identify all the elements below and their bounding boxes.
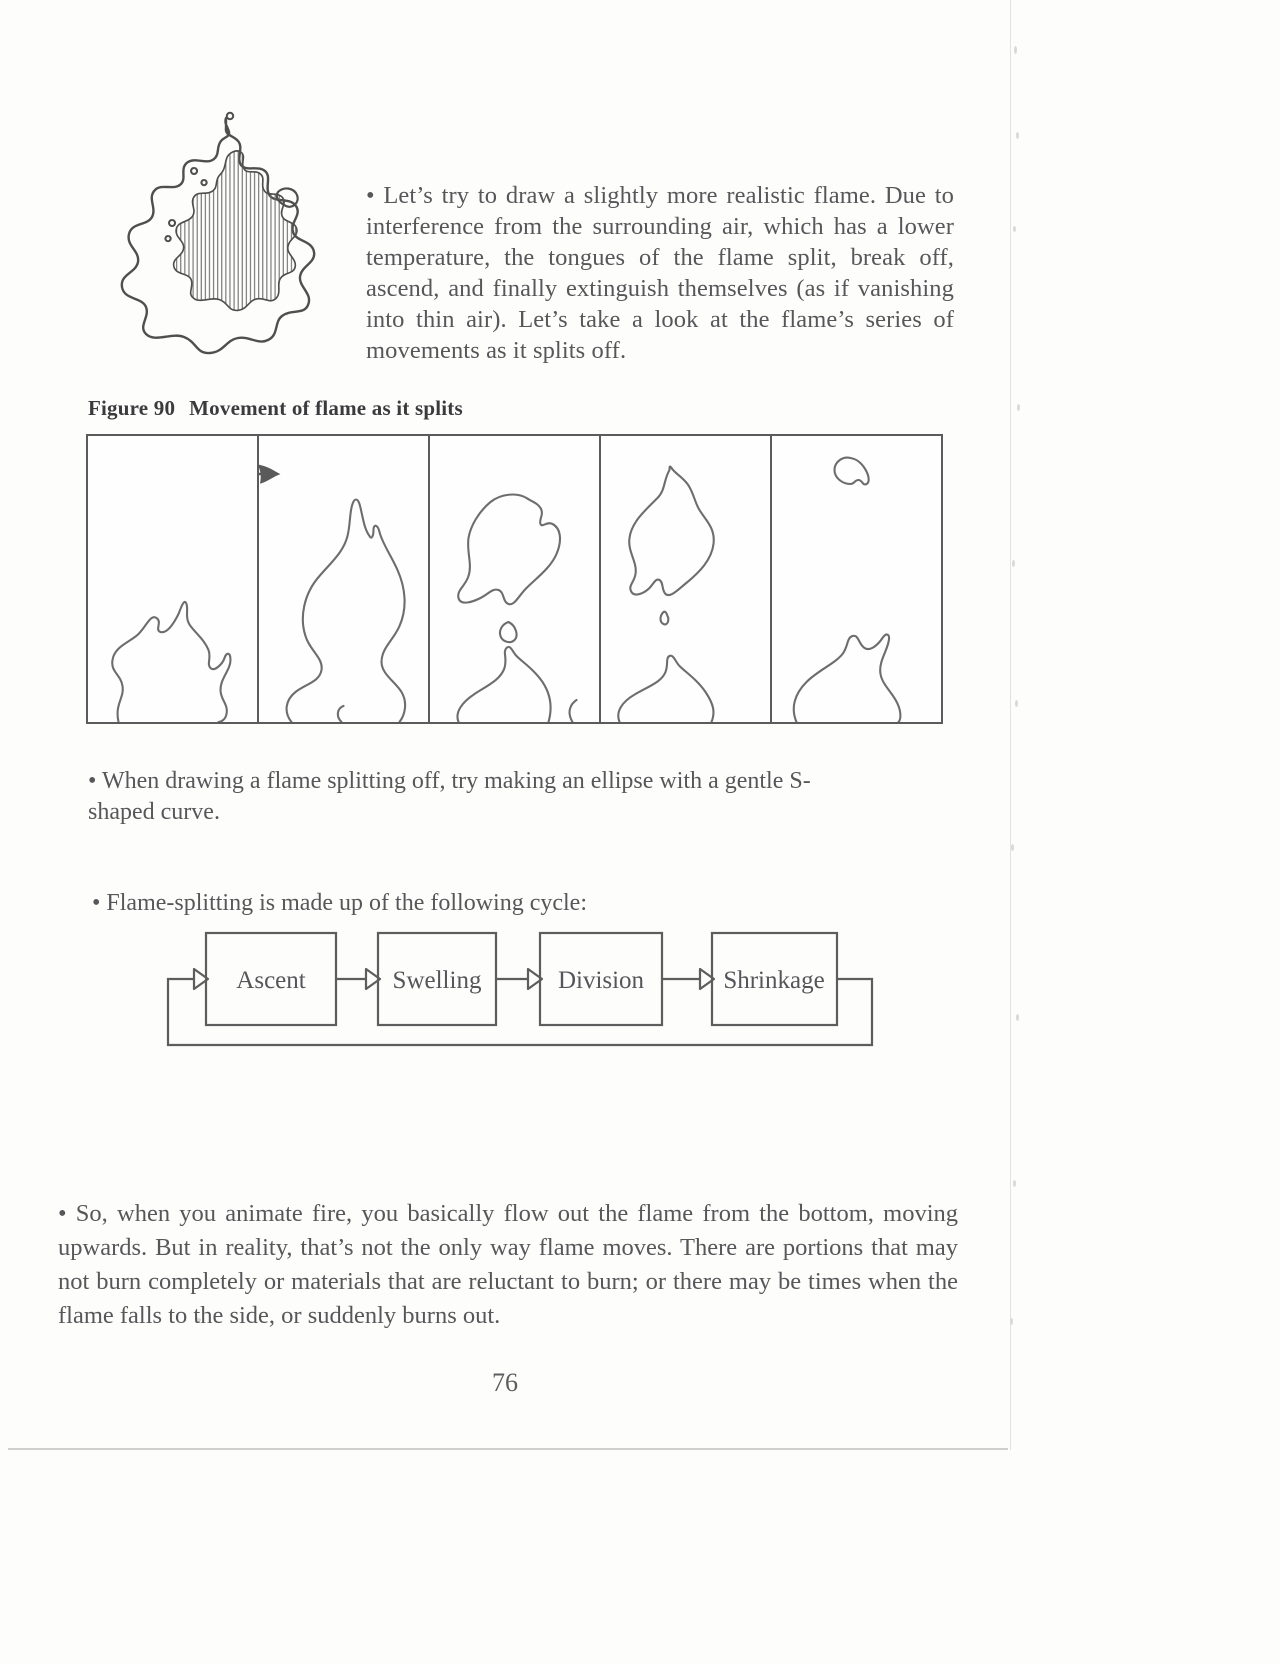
figure-panel-1 <box>88 436 259 722</box>
scan-speck <box>1013 1180 1016 1187</box>
closing-paragraph-text: So, when you animate fire, you basically flow out the flame from the bottom, moving upwards. But in reality, that’s not the only way flame moves. There are portions that may not burn completely or materials that are reluctant to burn; or there may be times when the flame falls to the side, or suddenly burns out. <box>58 1199 958 1329</box>
realistic-flame-illustration <box>108 110 338 360</box>
figure-panel-5 <box>772 436 941 722</box>
bullet-ellipse-line2: shaped curve. <box>88 799 220 825</box>
closing-paragraph <box>58 1197 958 1333</box>
figure-panel-2 <box>259 436 430 722</box>
figure-90-panel-strip <box>86 434 943 724</box>
scan-bottom-edge <box>8 1448 1008 1450</box>
bullet-cycle-text: Flame-splitting is made up of the following cycle: <box>106 890 587 916</box>
scan-speck <box>1012 560 1015 567</box>
bullet-glyph: • <box>88 768 97 794</box>
figure-caption <box>88 396 463 421</box>
figure-title: Movement of flame as it splits <box>189 396 463 420</box>
bullet-ellipse-tip <box>88 766 898 828</box>
figure-label: Figure 90 <box>88 396 176 420</box>
scan-speck <box>1010 1318 1013 1325</box>
motion-arrow <box>259 466 278 482</box>
cycle-step-label-4: Shrinkage <box>723 967 825 994</box>
scan-edge-line <box>1010 0 1011 1450</box>
scan-speck <box>1014 46 1017 54</box>
flame-splitting-cycle-diagram <box>160 925 885 1060</box>
figure-panel-4 <box>601 436 772 722</box>
bullet-cycle-intro <box>92 888 792 919</box>
bullet-glyph: • <box>92 890 101 916</box>
cycle-step-label-3: Division <box>557 967 645 994</box>
bullet-glyph: • <box>58 1199 67 1227</box>
cycle-step-label-2: Swelling <box>392 967 482 994</box>
cycle-step-label-1: Ascent <box>236 967 306 994</box>
scan-speck <box>1016 1014 1019 1021</box>
scan-speck <box>1013 226 1016 232</box>
scan-speck <box>1015 700 1018 707</box>
bullet-ellipse-line1: When drawing a flame splitting off, try making an ellipse with a gentle S- <box>101 768 811 794</box>
bullet-glyph: • <box>366 181 375 209</box>
intro-paragraph <box>366 180 954 366</box>
scan-speck <box>1017 404 1020 411</box>
intro-paragraph-text: Let’s try to draw a slightly more realistic flame. Due to interference from the surrounding air, which has a lower temperature, the tongues of the flame split, break off, ascend, and finally extinguish themselves (as if vanishing into thin air). Let’s take a look at the flame’s series of movements as it splits off. <box>366 181 954 364</box>
page-number: 76 <box>492 1368 518 1397</box>
scan-speck <box>1011 844 1014 851</box>
scan-speck <box>1016 132 1019 139</box>
figure-panel-3 <box>430 436 601 722</box>
